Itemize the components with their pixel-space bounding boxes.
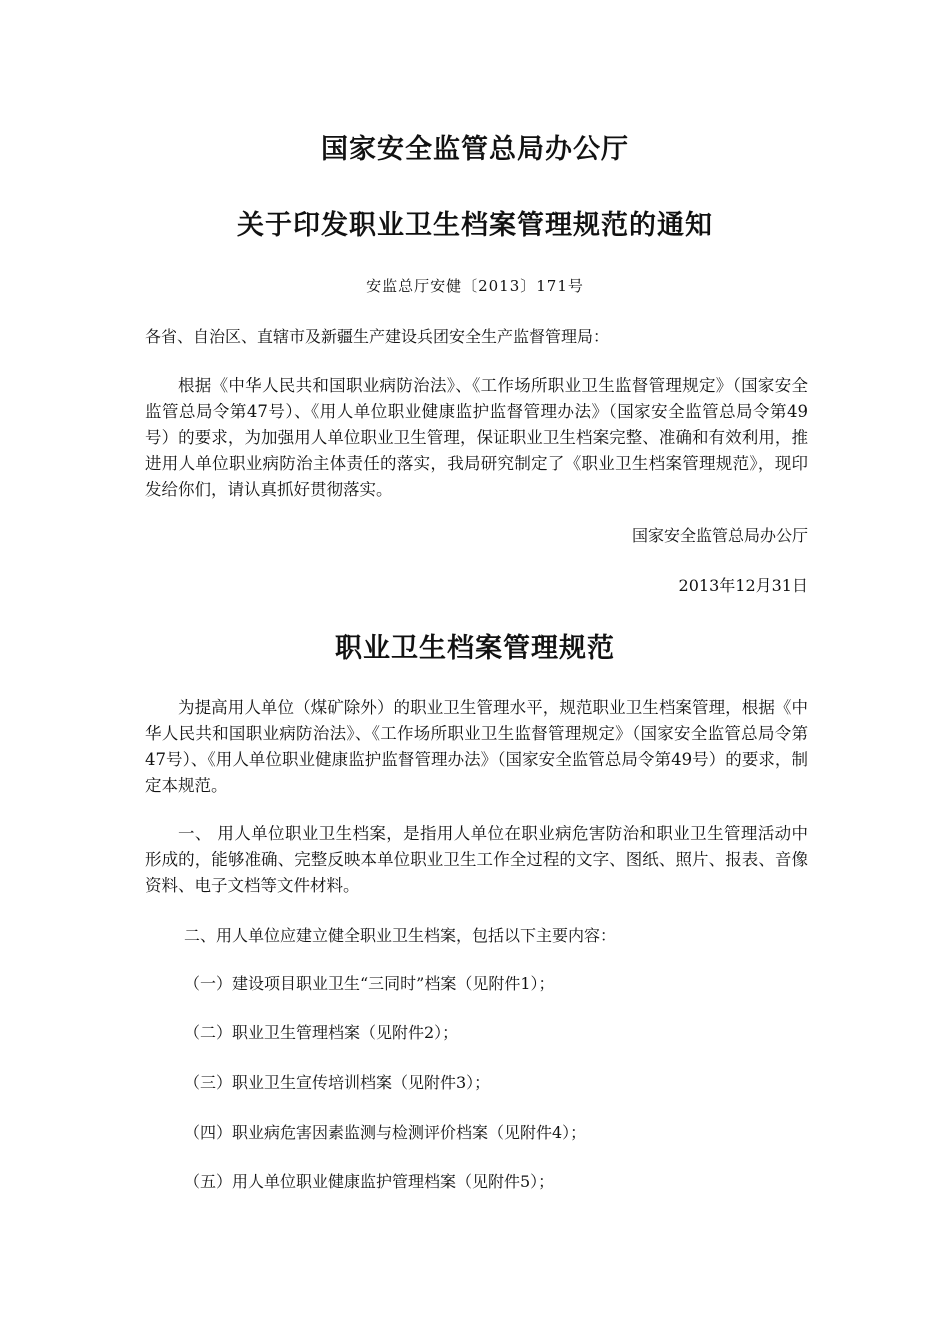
regulation-intro-paragraph: 为提高用人单位（煤矿除外）的职业卫生管理水平，规范职业卫生档案管理，根据《中华人民共和国职业病防治法》、《工作场所职业卫生监督管理规定》（国家安全监管总局令第47号）、《用人单位职业健康监护监督管理办法》（国家安全监管总局令第49号）的要求，制定本规范。 bbox=[145, 698, 808, 795]
list-item: （二）职业卫生管理档案（见附件2）； bbox=[184, 1023, 459, 1042]
article-1-paragraph: 一、 用人单位职业卫生档案，是指用人单位在职业病危害防治和职业卫生管理活动中形成的，能够准确、完整反映本单位职业卫生工作全过程的文字、图纸、照片、报表、音像资料、电子文档等文件材料。 bbox=[145, 824, 808, 895]
list-item: （三）职业卫生宣传培训档案（见附件3）； bbox=[184, 1073, 491, 1092]
regulation-title: 职业卫生档案管理规范 bbox=[335, 633, 615, 664]
list-item: （五）用人单位职业健康监护管理档案（见附件5）； bbox=[184, 1172, 555, 1191]
list-item: （一）建设项目职业卫生“三同时”档案（见附件1）； bbox=[184, 974, 555, 993]
article-2-paragraph: 二、用人单位应建立健全职业卫生档案，包括以下主要内容： bbox=[184, 926, 617, 945]
document-number: 安监总厅安健〔2013〕171号 bbox=[366, 277, 584, 295]
issue-date: 2013年12月31日 bbox=[678, 576, 808, 595]
addressee: 各省、自治区、直辖市及新疆生产建设兵团安全生产监督管理局： bbox=[145, 327, 610, 346]
notice-title-line1: 国家安全监管总局办公厅 bbox=[321, 134, 629, 165]
issuer-signature: 国家安全监管总局办公厅 bbox=[631, 526, 808, 545]
list-item: （四）职业病危害因素监测与检测评价档案（见附件4）； bbox=[184, 1123, 587, 1142]
notice-body-paragraph: 根据《中华人民共和国职业病防治法》、《工作场所职业卫生监督管理规定》（国家安全监管总局令第47号）、《用人单位职业健康监护监督管理办法》（国家安全监管总局令第49号）的要求，为加强用人单位职业卫生管理，保证职业卫生档案完整、准确和有效利用，推进用人单位职业病防治主体责任的落实，我局研究制定了《职业卫生档案管理规范》，现印发给你们，请认真抓好贯彻落实。 bbox=[145, 376, 808, 499]
notice-title-line2: 关于印发职业卫生档案管理规范的通知 bbox=[237, 210, 713, 241]
